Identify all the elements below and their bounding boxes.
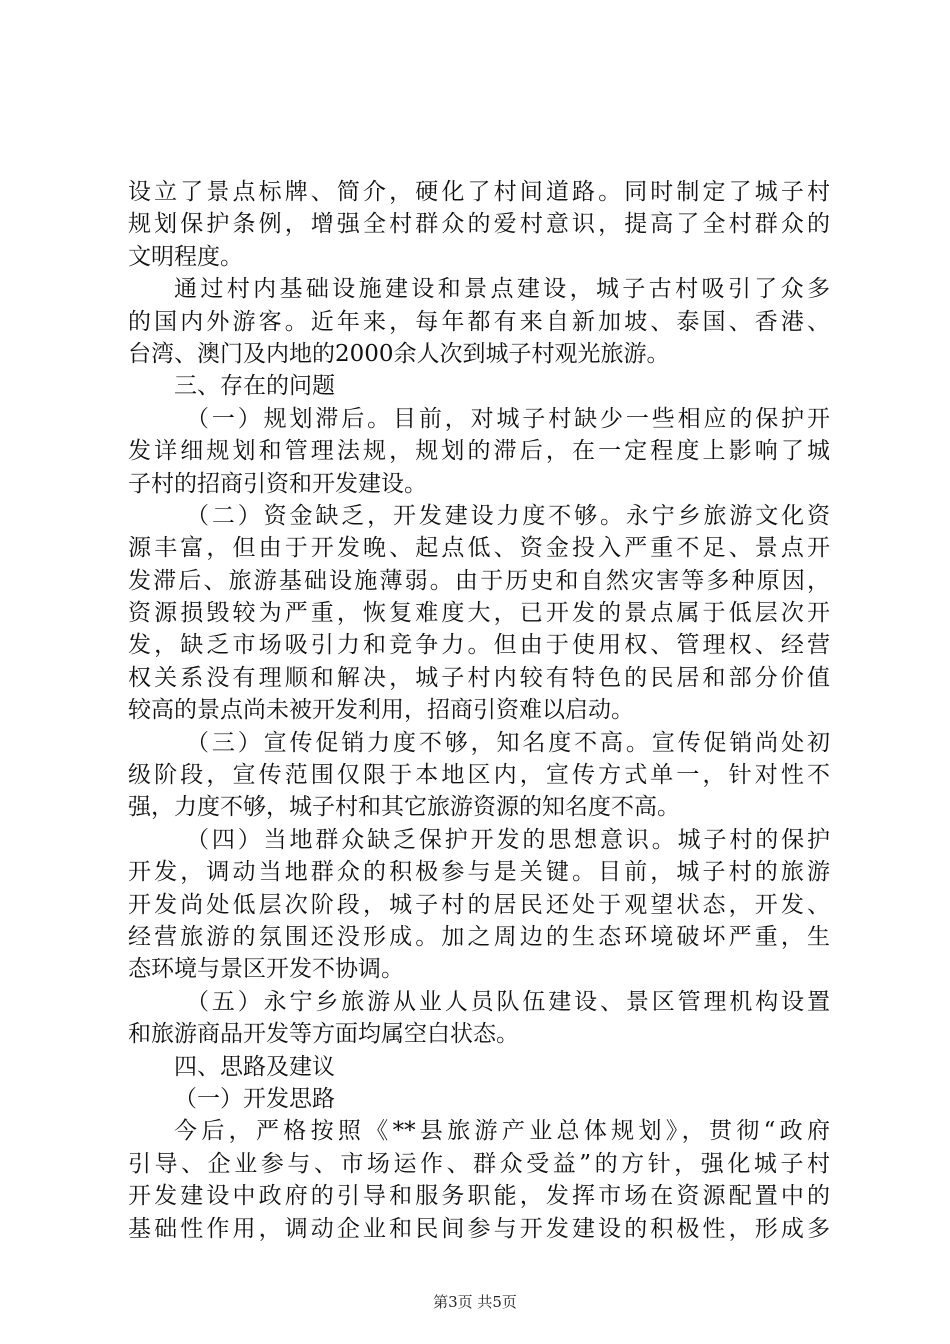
text-line: 文明程度。 <box>128 243 243 270</box>
text-line: 设立了景点标牌、简介，硬化了村间道路。同时制定了城子村 <box>128 179 830 205</box>
text-line: 四、思路及建议 <box>174 1053 335 1080</box>
text-line: 开发尚处低层次阶段，城子村的居民还处于观望状态，开发、 <box>128 891 830 918</box>
text-line: 强，力度不够，城子村和其它旅游资源的知名度不高。 <box>128 794 680 821</box>
text-line: 发，缺乏市场吸引力和竞争力。但由于使用权、管理权、经营 <box>128 632 830 659</box>
text-line: 发滞后、旅游基础设施薄弱。由于历史和自然灾害等多种原因， <box>128 567 830 594</box>
text-line: 资源损毁较为严重，恢复难度大，已开发的景点属于低层次开 <box>128 600 830 627</box>
text-line: 经营旅游的氛围还没形成。加之周边的生态环境破坏严重，生 <box>128 923 830 950</box>
text-line: 基础性作用，调动企业和民间参与开发建设的积极性，形成多 <box>128 1215 830 1242</box>
text-line: 开发建设中政府的引导和服务职能，发挥市场在资源配置中的 <box>128 1183 830 1210</box>
text-line: 和旅游商品开发等方面均属空白状态。 <box>128 1021 519 1048</box>
text-line: 发详细规划和管理法规，规划的滞后，在一定程度上影响了城 <box>128 438 830 465</box>
text-line: （五）永宁乡旅游从业人员队伍建设、景区管理机构设置 <box>186 988 830 1015</box>
text-line: 今后，严格按照《**县旅游产业总体规划》，贯彻“政府 <box>174 1118 830 1145</box>
text-line: 较高的景点尚未被开发利用，招商引资难以启动。 <box>128 697 634 724</box>
text-line: 的国内外游客。近年来，每年都有来自新加坡、泰国、香港、 <box>128 308 830 335</box>
text-line: 开发，调动当地群众的积极参与是关键。目前，城子村的旅游 <box>128 859 830 886</box>
text-line: （三）宣传促销力度不够，知名度不高。宣传促销尚处初 <box>186 729 830 756</box>
text-line: 权关系没有理顺和解决，城子村内较有特色的民居和部分价值 <box>128 664 830 691</box>
text-line: 台湾、澳门及内地的2000余人次到城子村观光旅游。 <box>128 340 670 367</box>
text-line: 级阶段，宣传范围仅限于本地区内，宣传方式单一，针对性不 <box>128 762 830 789</box>
text-line: （二）资金缺乏，开发建设力度不够。永宁乡旅游文化资 <box>186 502 830 529</box>
text-line: 引导、企业参与、市场运作、群众受益”的方针，强化城子村 <box>128 1150 830 1177</box>
text-line: 源丰富，但由于开发晚、起点低、资金投入严重不足、景点开 <box>128 535 830 562</box>
text-line: 子村的招商引资和开发建设。 <box>128 470 427 497</box>
page-footer: 第3页 共5页 <box>433 1293 517 1311</box>
text-line: 三、存在的问题 <box>174 373 335 400</box>
text-line: 通过村内基础设施建设和景点建设，城子古村吸引了众多 <box>174 276 830 303</box>
body-text <box>128 176 830 1245</box>
text-line: 规划保护条例，增强全村群众的爱村意识，提高了全村群众的 <box>128 211 830 238</box>
text-line: （一）规划滞后。目前，对城子村缺少一些相应的保护开 <box>186 405 830 432</box>
text-line: （四）当地群众缺乏保护开发的思想意识。城子村的保护 <box>186 826 830 853</box>
text-line: 态环境与景区开发不协调。 <box>128 956 404 983</box>
text-line: （一）开发思路 <box>174 1085 335 1112</box>
